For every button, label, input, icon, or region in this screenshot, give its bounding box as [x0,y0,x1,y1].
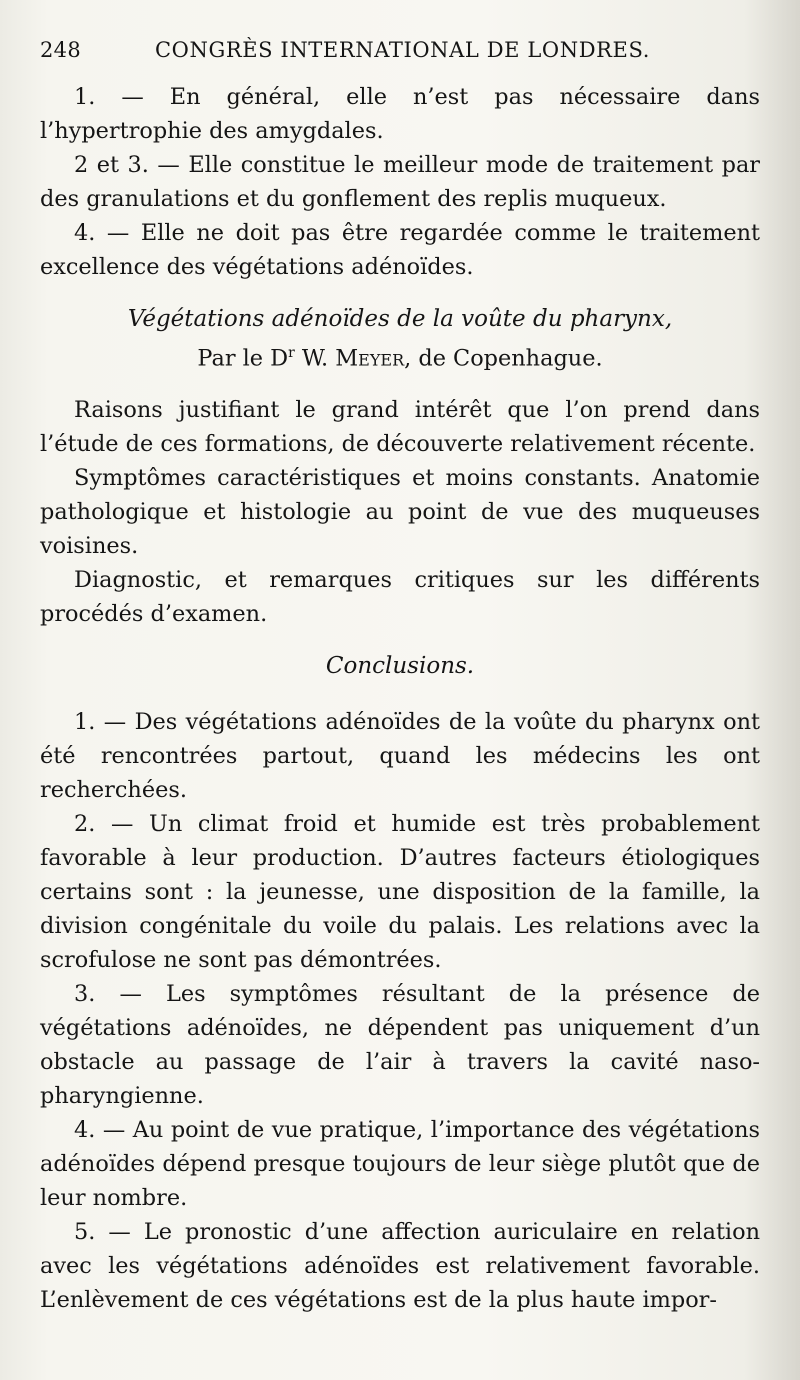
byline-sup: r [288,345,295,361]
running-title: CONGRÈS INTERNATIONAL DE LONDRES. [155,38,650,62]
author-name: Meyer [335,345,405,372]
intro-item-1: 1. — En général, elle n’est pas nécessaire dans l’hypertrophie des amygdales. [40,84,760,144]
author-byline [40,336,760,375]
conclusion-item-4: 4. — Au point de vue pratique, l’importance des végétations adénoïdes dépend presque toujours de leur siège plutôt que de leur nombre. [40,1117,760,1212]
conclusion-item-1: 1. — Des végétations adénoïdes de la voûte du pharynx ont été rencontrées partout, quand les médecins les ont recherchées. [40,709,760,804]
abstract-paragraph-3: Diagnostic, et remarques critiques sur les différents procédés d’examen. [40,567,760,628]
conclusions-heading: Conclusions. [325,653,475,680]
intro-item-2: 2 et 3. — Elle constitue le meilleur mode de traitement par des granulations et du gonflement des replis muqueux. [40,152,760,212]
conclusion-item-2: 2. — Un climat froid et humide est très probablement favorable à leur production. D’autres facteurs étiologiques certains sont : la jeunesse, une disposition de la famille, la division congénitale du voile du palais. Les relations avec la scrofulose ne sont pas démontrées. [40,811,760,974]
abstract [40,393,760,631]
byline-suffix: , de Copenhague. [404,345,603,372]
intro-item-3: 4. — Elle ne doit pas être regardée comme le traitement excellence des végétations adénoïdes. [40,220,760,280]
abstract-paragraph-2: Symptômes caractéristiques et moins constants. Anatomie pathologique et histologie au point de vue des muqueuses voisines. [40,465,760,560]
section-title: Végétations adénoïdes de la voûte du pharynx, [127,306,673,332]
conclusions-list [40,705,760,1317]
byline-initial: W. [294,345,336,372]
byline-prefix: Par le D [197,345,289,372]
page-number: 248 [40,38,81,62]
page-header [40,38,760,62]
abstract-paragraph-1: Raisons justifiant le grand intérêt que l’on prend dans l’étude de ces formations, de découverte relativement récente. [40,397,760,458]
conclusion-item-5: 5. — Le pronostic d’une affection auriculaire en relation avec les végétations adénoïdes est relativement favorable. L’enlèvement de ces végétations est de la plus haute impor- [40,1219,760,1314]
conclusion-item-3: 3. — Les symptômes résultant de la présence de végétations adénoïdes, ne dépendent pas uniquement d’un obstacle au passage de l’air à travers la cavité naso-pharyngienne. [40,981,760,1110]
intro-list [40,80,760,284]
